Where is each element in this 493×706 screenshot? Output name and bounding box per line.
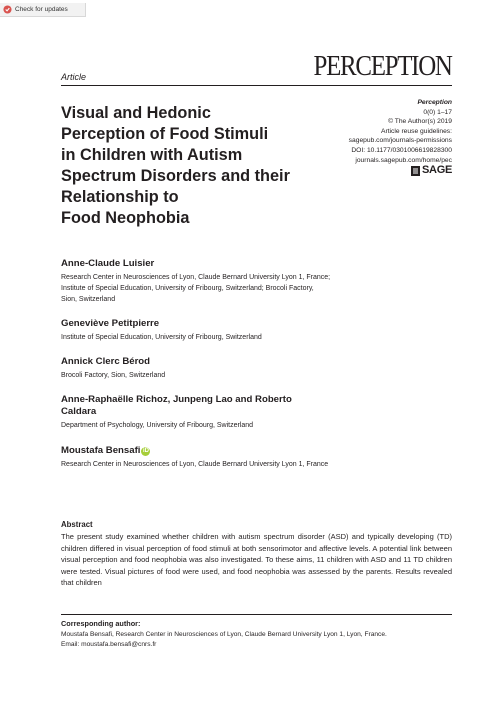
author-name-5-row bbox=[61, 445, 150, 457]
author-name-2: Geneviève Petitpierre bbox=[61, 318, 160, 329]
meta-issue: 0(0) 1–17 bbox=[423, 108, 452, 116]
corresponding-author-address: Moustafa Bensafi, Research Center in Neurosciences of Lyon, Claude Bernard University Lyon 1, Lyon, France. bbox=[61, 631, 387, 638]
sage-label: SAGE bbox=[422, 164, 452, 177]
corresponding-author-heading: Corresponding author: bbox=[61, 619, 141, 628]
publisher-logo bbox=[292, 166, 452, 176]
author-name-5: Moustafa Bensafi bbox=[61, 445, 141, 456]
meta-copyright: © The Author(s) 2019 bbox=[388, 118, 452, 126]
article-type-label: Article bbox=[61, 72, 87, 82]
meta-reuse-link[interactable]: sagepub.com/journals-permissions bbox=[348, 137, 452, 145]
check-for-updates-badge[interactable] bbox=[0, 3, 86, 17]
author-affiliation-5: Research Center in Neurosciences of Lyon, Claude Bernard University Lyon 1, France bbox=[61, 461, 329, 468]
header-divider bbox=[61, 85, 452, 86]
paper-title: Visual and Hedonic Perception of Food Stimuli in Children with Autism Spectrum Disorders and their Relationship to Food Neophobia bbox=[61, 104, 290, 227]
abstract-heading: Abstract bbox=[61, 520, 93, 529]
meta-journal: Perception bbox=[417, 99, 452, 106]
author-name-4: Anne-Raphaëlle Richoz, Junpeng Lao and Roberto Caldara bbox=[61, 394, 292, 417]
abstract-text: The present study examined whether children with autism spectrum disorder (ASD) and typically developing (TD) children differed in visual perception of food stimuli at both sensorimotor and affective levels. A potential link between visual perception and food neophobia was also investigated. To these aims, 11 children with ASD and 11 TD children were tested. Visual pictures of food were used, and food neophobia was assessed by the parents. Results revealed that children bbox=[61, 532, 452, 587]
author-affiliation-1: Research Center in Neurosciences of Lyon, Claude Bernard University Lyon 1, France; Institute of Special Education, University of Fribourg, Switzerland; Brocoli Factory, Sion, Switzerland bbox=[61, 274, 331, 303]
author-affiliation-3: Brocoli Factory, Sion, Switzerland bbox=[61, 372, 166, 379]
meta-reuse: Article reuse guidelines: bbox=[381, 127, 452, 135]
author-name-1: Anne-Claude Luisier bbox=[61, 258, 155, 269]
sage-icon bbox=[411, 166, 420, 176]
meta-doi[interactable]: DOI: 10.1177/0301006619828300 bbox=[351, 146, 452, 154]
meta-home-link[interactable]: journals.sagepub.com/home/pec bbox=[355, 156, 452, 164]
author-affiliation-4: Department of Psychology, University of Fribourg, Switzerland bbox=[61, 422, 254, 429]
corresponding-author-block bbox=[61, 630, 452, 650]
publication-meta bbox=[292, 98, 452, 176]
check-updates-label: Check for updates bbox=[15, 6, 68, 13]
author-affiliation-2: Institute of Special Education, University of Fribourg, Switzerland bbox=[61, 334, 262, 341]
footer-divider bbox=[61, 614, 452, 615]
corresponding-author-email[interactable]: Email: moustafa.bensafi@cnrs.fr bbox=[61, 641, 157, 648]
journal-logo: PERCEPTION bbox=[313, 50, 452, 82]
author-name-3: Annick Clerc Bérod bbox=[61, 356, 151, 367]
check-updates-icon bbox=[3, 5, 12, 14]
orcid-icon[interactable]: iD bbox=[142, 448, 149, 454]
